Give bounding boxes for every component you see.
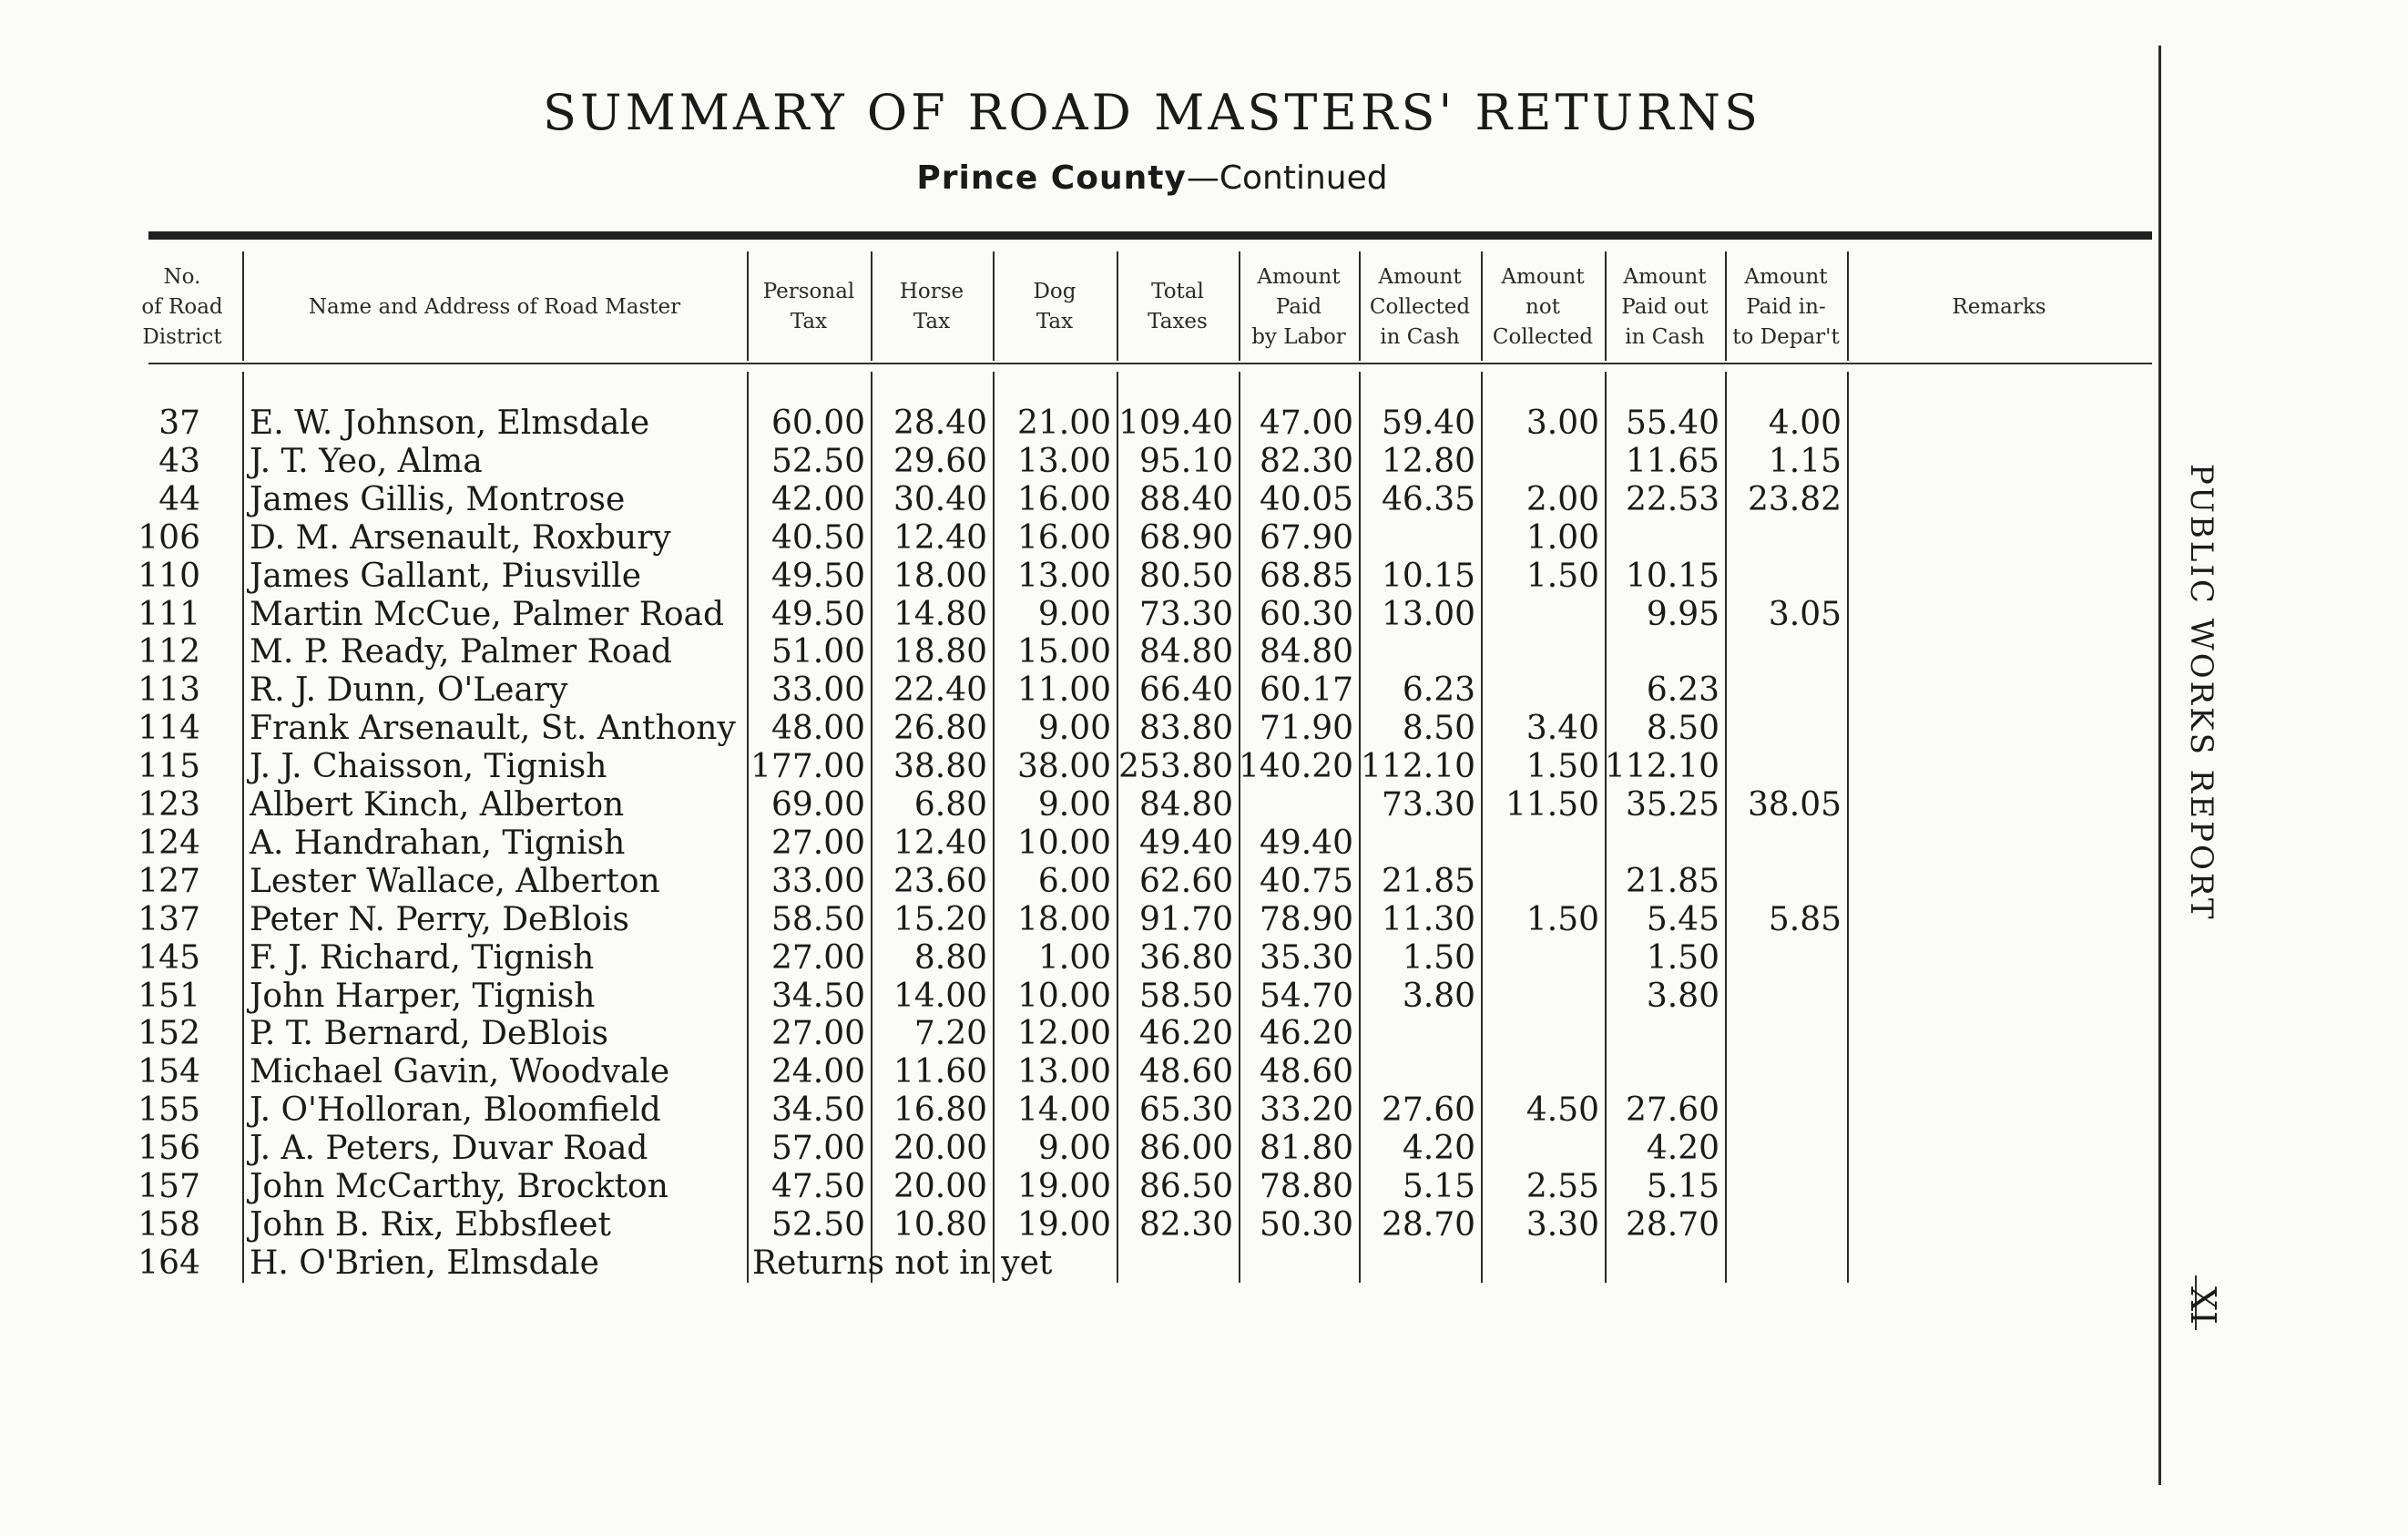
cell-total: 62.60 [1138,862,1233,900]
cell-collected: 27.60 [1381,1091,1475,1130]
cell-name: Albert Kinch, Alberton [250,786,625,824]
cell-personal: 33.00 [770,862,865,900]
cell-total: 88.40 [1138,480,1233,518]
cell-paid-into: 23.82 [1747,480,1842,518]
cell-personal: 60.00 [770,404,865,442]
cell-district: 123 [138,786,200,824]
cell-dog: 9.00 [1037,710,1111,748]
cell-district: 156 [138,1130,200,1168]
cell-collected: 8.50 [1402,710,1475,748]
top-rule [148,231,2152,240]
side-running-title: PUBLIC WORKS REPORT [2183,463,2219,922]
cell-total: 95.10 [1138,442,1233,480]
cell-paid-out: 21.85 [1625,862,1719,900]
cell-horse: 28.40 [893,404,987,442]
cell-total: 86.50 [1138,1168,1233,1205]
cell-personal: 33.00 [770,671,865,710]
cell-personal: 34.50 [770,977,865,1015]
column-header: Horse Tax [899,280,964,333]
column-header: Name and Address of Road Master [308,294,681,319]
cell-district: 112 [138,633,200,671]
table-row [0,824,2408,863]
cell-total: 58.50 [1138,977,1233,1015]
cell-personal: 177.00 [750,748,865,786]
column-header: Amount Paid by Labor [1251,264,1346,349]
cell-personal: 34.50 [770,1091,865,1130]
cell-horse: 7.20 [913,1015,987,1053]
cell-collected: 4.20 [1402,1130,1475,1168]
cell-name: Frank Arsenault, St. Anthony [250,710,736,748]
cell-dog: 12.00 [1016,1015,1111,1053]
table-row [0,1244,2408,1283]
table-row [0,748,2408,786]
cell-horse: 20.00 [893,1168,987,1205]
table-row [0,481,2408,519]
cell-total: 36.80 [1138,938,1233,977]
cell-labor: 67.90 [1259,518,1353,557]
cell-collected: 112.10 [1361,748,1475,786]
cell-dog: 18.00 [1016,900,1111,938]
cell-paid-out: 11.65 [1625,442,1719,480]
cell-paid-out: 35.25 [1625,786,1719,824]
cell-name: John Harper, Tignish [250,977,596,1015]
table-row [0,710,2408,748]
cell-paid-out: 22.53 [1625,480,1719,518]
cell-labor: 82.30 [1259,442,1353,480]
cell-dog: 10.00 [1016,824,1111,862]
cell-horse: 20.00 [893,1130,987,1168]
cell-labor: 60.30 [1259,595,1353,633]
cell-labor: 47.00 [1259,404,1353,442]
cell-district: 114 [138,710,200,748]
cell-dog: 13.00 [1016,557,1111,595]
cell-personal: 42.00 [770,480,865,518]
cell-not-collected: 3.30 [1525,1205,1599,1244]
cell-horse: 23.60 [893,862,987,900]
cell-district: 154 [138,1053,200,1091]
cell-horse: 29.60 [893,442,987,480]
cell-name: J. O'Holloran, Bloomfield [250,1091,661,1130]
cell-horse: 16.80 [893,1091,987,1130]
cell-district: 43 [158,442,200,480]
cell-name: A. Handrahan, Tignish [250,824,626,862]
cell-district: 37 [158,404,200,442]
table-row [0,633,2408,671]
cell-dog: 16.00 [1016,518,1111,557]
cell-horse: 30.40 [893,480,987,518]
cell-name: J. J. Chaisson, Tignish [250,748,607,786]
table-row [0,901,2408,939]
cell-paid-out: 5.45 [1646,900,1719,938]
table-row [0,671,2408,710]
cell-district: 44 [158,480,200,518]
cell-name: E. W. Johnson, Elmsdale [250,404,650,442]
cell-labor: 40.05 [1259,480,1353,518]
cell-total: 83.80 [1138,710,1233,748]
cell-paid-into: 5.85 [1768,900,1842,938]
cell-total: 49.40 [1138,824,1233,862]
cell-collected: 21.85 [1381,862,1475,900]
cell-paid-into: 3.05 [1768,595,1842,633]
cell-paid-out: 8.50 [1646,710,1719,748]
cell-total: 82.30 [1138,1205,1233,1244]
cell-district: 145 [138,938,200,977]
subtitle-county: Prince County [916,159,1187,197]
cell-labor: 46.20 [1259,1015,1353,1053]
cell-paid-out: 1.50 [1646,938,1719,977]
cell-name: Lester Wallace, Alberton [250,862,660,900]
table-row [0,1206,2408,1244]
cell-not-collected: 4.50 [1525,1091,1599,1130]
cell-dog: 15.00 [1016,633,1111,671]
cell-collected: 28.70 [1381,1205,1475,1244]
cell-collected: 11.30 [1381,900,1475,938]
cell-personal: 27.00 [770,1015,865,1053]
cell-labor: 68.85 [1259,557,1353,595]
cell-district: 106 [138,518,200,557]
cell-not-collected: 1.50 [1525,557,1599,595]
cell-district: 164 [138,1244,200,1282]
cell-labor: 60.17 [1259,671,1353,710]
cell-collected: 59.40 [1381,404,1475,442]
cell-labor: 35.30 [1259,938,1353,977]
cell-name: John B. Rix, Ebbsfleet [250,1205,612,1244]
cell-horse: 38.80 [893,748,987,786]
cell-horse: 18.00 [893,557,987,595]
cell-total: 84.80 [1138,786,1233,824]
table-row [0,1168,2408,1206]
cell-horse: 12.40 [893,824,987,862]
cell-horse: 15.20 [893,900,987,938]
page-number: XI [2183,1285,2223,1326]
cell-name: John McCarthy, Brockton [250,1168,668,1205]
cell-labor: 40.75 [1259,862,1353,900]
cell-paid-out: 3.80 [1646,977,1719,1015]
cell-personal: 27.00 [770,824,865,862]
cell-name: Michael Gavin, Woodvale [250,1053,670,1091]
cell-collected: 12.80 [1381,442,1475,480]
cell-personal: 69.00 [770,786,865,824]
cell-not-collected: 11.50 [1505,786,1599,824]
cell-total: 84.80 [1138,633,1233,671]
cell-not-collected: 1.00 [1525,518,1599,557]
column-header: Dog Tax [1033,280,1076,333]
cell-dog: 16.00 [1016,480,1111,518]
column-header: Amount Paid in- to Depar't [1732,264,1840,349]
cell-collected: 46.35 [1381,480,1475,518]
cell-district: 152 [138,1015,200,1053]
cell-horse: 6.80 [913,786,987,824]
cell-name: P. T. Bernard, DeBlois [250,1015,608,1053]
cell-collected: 1.50 [1402,938,1475,977]
page-edge-rule [2158,46,2161,1485]
cell-name: D. M. Arsenault, Roxbury [250,518,671,557]
cell-note: Returns not in yet [752,1244,1053,1282]
cell-dog: 6.00 [1037,862,1111,900]
cell-collected: 5.15 [1402,1168,1475,1205]
cell-personal: 58.50 [770,900,865,938]
cell-personal: 47.50 [770,1168,865,1205]
subtitle-continued: —Continued [1186,159,1388,197]
cell-not-collected: 3.40 [1525,710,1599,748]
cell-dog: 21.00 [1016,404,1111,442]
cell-total: 66.40 [1138,671,1233,710]
cell-paid-out: 9.95 [1646,595,1719,633]
cell-district: 115 [138,748,200,786]
cell-personal: 40.50 [770,518,865,557]
cell-dog: 9.00 [1037,786,1111,824]
cell-name: M. P. Ready, Palmer Road [250,633,672,671]
cell-name: Peter N. Perry, DeBlois [250,900,629,938]
cell-horse: 11.60 [893,1053,987,1091]
cell-district: 155 [138,1091,200,1130]
cell-horse: 22.40 [893,671,987,710]
cell-name: James Gallant, Piusville [250,557,642,595]
cell-personal: 52.50 [770,1205,865,1244]
cell-paid-into: 1.15 [1768,442,1842,480]
cell-total: 253.80 [1118,748,1233,786]
column-header: Remarks [1952,294,2046,319]
column-header: Amount Collected in Cash [1369,264,1471,349]
table-row [0,939,2408,978]
table-row [0,978,2408,1016]
cell-paid-into: 4.00 [1768,404,1842,442]
cell-not-collected: 1.50 [1525,748,1599,786]
cell-dog: 1.00 [1037,938,1111,977]
table-row [0,1015,2408,1053]
cell-collected: 6.23 [1402,671,1475,710]
table-row [0,1053,2408,1091]
cell-paid-out: 55.40 [1625,404,1719,442]
cell-total: 73.30 [1138,595,1233,633]
cell-district: 111 [138,595,200,633]
cell-collected: 73.30 [1381,786,1475,824]
cell-name: Martin McCue, Palmer Road [250,595,725,633]
cell-dog: 10.00 [1016,977,1111,1015]
cell-personal: 48.00 [770,710,865,748]
cell-paid-out: 10.15 [1625,557,1719,595]
cell-personal: 52.50 [770,442,865,480]
cell-horse: 26.80 [893,710,987,748]
column-header: Amount not Collected [1492,264,1594,349]
cell-not-collected: 2.55 [1525,1168,1599,1205]
cell-total: 109.40 [1118,404,1233,442]
cell-dog: 13.00 [1016,442,1111,480]
cell-name: J. T. Yeo, Alma [250,442,483,480]
table-row [0,863,2408,901]
cell-labor: 78.80 [1259,1168,1353,1205]
cell-labor: 50.30 [1259,1205,1353,1244]
column-header: Amount Paid out in Cash [1621,264,1709,349]
cell-district: 151 [138,977,200,1015]
table-row [0,596,2408,634]
cell-labor: 48.60 [1259,1053,1353,1091]
cell-name: James Gillis, Montrose [250,480,626,518]
document-subtitle [0,159,2304,197]
cell-labor: 84.80 [1259,633,1353,671]
cell-total: 46.20 [1138,1015,1233,1053]
cell-collected: 10.15 [1381,557,1475,595]
table-row [0,1091,2408,1130]
cell-district: 110 [138,557,200,595]
table-row [0,786,2408,824]
cell-horse: 8.80 [913,938,987,977]
cell-labor: 33.20 [1259,1091,1353,1130]
cell-name: J. A. Peters, Duvar Road [250,1130,648,1168]
cell-total: 48.60 [1138,1053,1233,1091]
cell-district: 124 [138,824,200,862]
cell-labor: 71.90 [1259,710,1353,748]
cell-paid-into: 38.05 [1747,786,1842,824]
table-row [0,519,2408,558]
cell-name: F. J. Richard, Tignish [250,938,595,977]
cell-horse: 10.80 [893,1205,987,1244]
cell-personal: 49.50 [770,557,865,595]
table-row [0,404,2408,443]
cell-personal: 51.00 [770,633,865,671]
cell-total: 91.70 [1138,900,1233,938]
column-header: Total Taxes [1148,280,1208,333]
cell-district: 157 [138,1168,200,1205]
cell-not-collected: 3.00 [1525,404,1599,442]
cell-horse: 14.80 [893,595,987,633]
cell-not-collected: 2.00 [1525,480,1599,518]
cell-dog: 19.00 [1016,1205,1111,1244]
table-row [0,558,2408,596]
table-row [0,443,2408,481]
cell-horse: 12.40 [893,518,987,557]
cell-district: 158 [138,1205,200,1244]
cell-labor: 140.20 [1239,748,1353,786]
cell-name: H. O'Brien, Elmsdale [250,1244,599,1282]
table-row [0,1130,2408,1168]
cell-paid-out: 28.70 [1625,1205,1719,1244]
cell-collected: 3.80 [1402,977,1475,1015]
cell-collected: 13.00 [1381,595,1475,633]
cell-district: 127 [138,862,200,900]
cell-personal: 49.50 [770,595,865,633]
cell-district: 113 [138,671,200,710]
cell-not-collected: 1.50 [1525,900,1599,938]
cell-total: 80.50 [1138,557,1233,595]
cell-personal: 27.00 [770,938,865,977]
document-title: SUMMARY OF ROAD MASTERS' RETURNS [542,84,1762,141]
cell-dog: 19.00 [1016,1168,1111,1205]
cell-paid-out: 27.60 [1625,1091,1719,1130]
cell-personal: 24.00 [770,1053,865,1091]
cell-paid-out: 112.10 [1605,748,1719,786]
cell-dog: 38.00 [1016,748,1111,786]
cell-total: 68.90 [1138,518,1233,557]
cell-total: 86.00 [1138,1130,1233,1168]
cell-dog: 11.00 [1016,671,1111,710]
cell-dog: 14.00 [1016,1091,1111,1130]
cell-labor: 54.70 [1259,977,1353,1015]
cell-total: 65.30 [1138,1091,1233,1130]
cell-horse: 18.80 [893,633,987,671]
cell-dog: 9.00 [1037,1130,1111,1168]
header-rule [148,363,2152,364]
cell-labor: 49.40 [1259,824,1353,862]
cell-dog: 13.00 [1016,1053,1111,1091]
cell-labor: 78.90 [1259,900,1353,938]
cell-personal: 57.00 [770,1130,865,1168]
cell-paid-out: 6.23 [1646,671,1719,710]
cell-labor: 81.80 [1259,1130,1353,1168]
column-header: No. of Road District [141,264,223,349]
cell-paid-out: 4.20 [1646,1130,1719,1168]
cell-dog: 9.00 [1037,595,1111,633]
cell-name: R. J. Dunn, O'Leary [250,671,568,710]
column-header: Personal Tax [762,280,855,333]
cell-paid-out: 5.15 [1646,1168,1719,1205]
cell-horse: 14.00 [893,977,987,1015]
cell-district: 137 [138,900,200,938]
